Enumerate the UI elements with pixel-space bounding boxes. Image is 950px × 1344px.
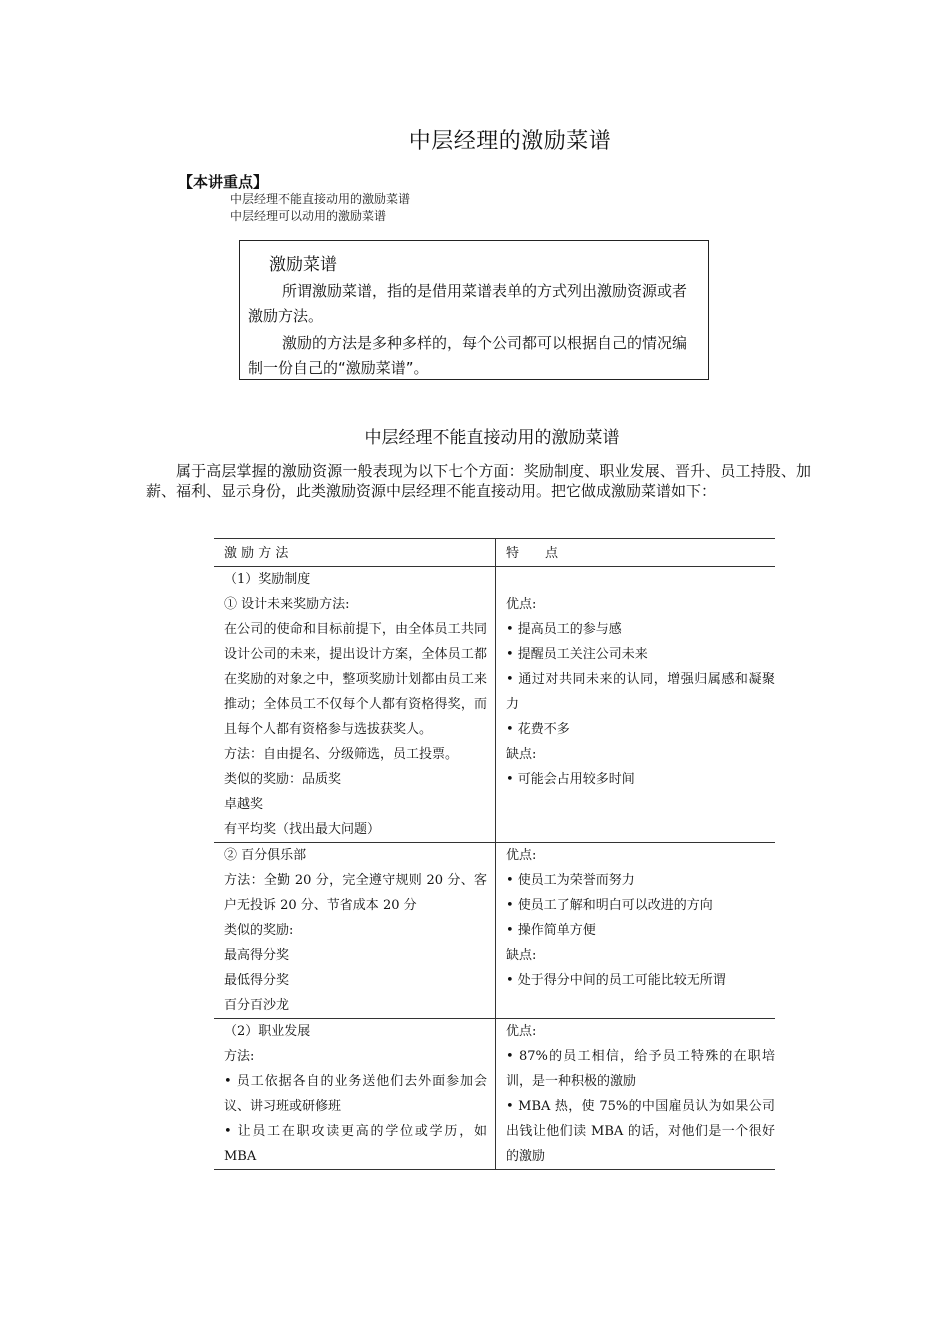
- header-method: 激 励 方 法: [214, 539, 496, 567]
- feature-line: • 操作简单方便: [506, 923, 596, 938]
- table-row: [214, 1019, 775, 1170]
- feature-line: • 通过对共同未来的认同，增强归属感和凝聚力: [506, 672, 775, 712]
- feature-line: • 花费不多: [506, 722, 570, 737]
- method-cell: [214, 1019, 496, 1170]
- feature-line: [506, 567, 775, 592]
- method-line: ① 设计未来奖励方法:: [224, 597, 350, 612]
- method-line: （1）奖励制度: [224, 572, 311, 587]
- table-row: [214, 567, 775, 843]
- method-cell: [214, 843, 496, 1019]
- method-line: 方法：全勤 20 分，完全遵守规则 20 分、客户无投诉 20 分、节省成本 20 分: [224, 873, 487, 913]
- method-line: • 员工依据各自的业务送他们去外面参加会议、讲习班或研修班: [224, 1074, 487, 1114]
- incentive-table: [214, 538, 775, 1170]
- method-line: 在公司的使命和目标前提下，由全体员工共同设计公司的未来，提出设计方案，全体员工都在奖励的对象之中，整项奖励计划都由员工来推动；全体员工不仅每个人都有资格得奖，而且每个人都有资格参与选拔获奖人。: [224, 622, 487, 737]
- feature-line: • 87%的员工相信，给予员工特殊的在职培训，是一种积极的激励: [506, 1049, 775, 1089]
- method-cell: [214, 567, 496, 843]
- feature-line: 缺点:: [506, 747, 537, 762]
- feature-line: • MBA 热，使 75%的中国雇员认为如果公司出钱让他们读 MBA 的话，对他们是一个很好的激励: [506, 1099, 775, 1164]
- header-features: 特 点: [506, 546, 559, 561]
- definition-paragraph: 所谓激励菜谱，指的是借用菜谱表单的方式列出激励资源或者激励方法。: [248, 282, 688, 325]
- feature-line: • 提高员工的参与感: [506, 622, 622, 637]
- method-line: 有平均奖（找出最大问题）: [224, 822, 381, 837]
- feature-line: 优点:: [506, 1024, 537, 1039]
- method-line: ② 百分俱乐部: [224, 848, 307, 863]
- key-points-heading: 【本讲重点】: [178, 173, 269, 191]
- table-header-row: [214, 539, 775, 567]
- feature-line: • 可能会占用较多时间: [506, 772, 635, 787]
- table-row: [214, 843, 775, 1019]
- method-line: 百分百沙龙: [224, 998, 290, 1013]
- feature-line: 优点:: [506, 848, 537, 863]
- method-line: （2）职业发展: [224, 1024, 311, 1039]
- method-line: 方法：自由提名、分级筛选，员工投票。: [224, 747, 459, 762]
- definition-box: [239, 240, 709, 380]
- method-line: 卓越奖: [224, 797, 264, 812]
- feature-line: • 提醒员工关注公司未来: [506, 647, 648, 662]
- definition-paragraph: 激励的方法是多种多样的，每个公司都可以根据自己的情况编制一份自己的“激励菜谱”。: [248, 334, 688, 377]
- feature-line: 优点:: [506, 597, 537, 612]
- feature-cell: [496, 1019, 776, 1170]
- document-title: 中层经理的激励菜谱: [408, 129, 612, 154]
- definition-box-title: 激励菜谱: [269, 255, 337, 275]
- feature-cell: [496, 567, 776, 843]
- section-title: 中层经理不能直接动用的激励菜谱: [364, 428, 620, 448]
- method-line: 类似的奖励:: [224, 923, 294, 938]
- section-intro: 属于高层掌握的激励资源一般表现为以下七个方面：奖励制度、职业发展、晋升、员工持股、加薪、福利、显示身份，此类激励资源中层经理不能直接动用。把它做成激励菜谱如下：: [146, 462, 811, 500]
- feature-cell: [496, 843, 776, 1019]
- feature-line: 缺点:: [506, 948, 537, 963]
- feature-line: • 使员工为荣誉而努力: [506, 873, 635, 888]
- method-line: • 让员工在职攻读更高的学位或学历，如MBA: [224, 1124, 487, 1164]
- key-point-item: 中层经理可以动用的激励菜谱: [230, 209, 387, 223]
- feature-line: • 处于得分中间的员工可能比较无所谓: [506, 973, 726, 988]
- method-line: 方法:: [224, 1049, 255, 1064]
- method-line: 最高得分奖: [224, 948, 290, 963]
- key-point-item: 中层经理不能直接动用的激励菜谱: [230, 192, 411, 206]
- method-line: 类似的奖励：品质奖: [224, 772, 342, 787]
- method-line: 最低得分奖: [224, 973, 290, 988]
- feature-line: • 使员工了解和明白可以改进的方向: [506, 898, 713, 913]
